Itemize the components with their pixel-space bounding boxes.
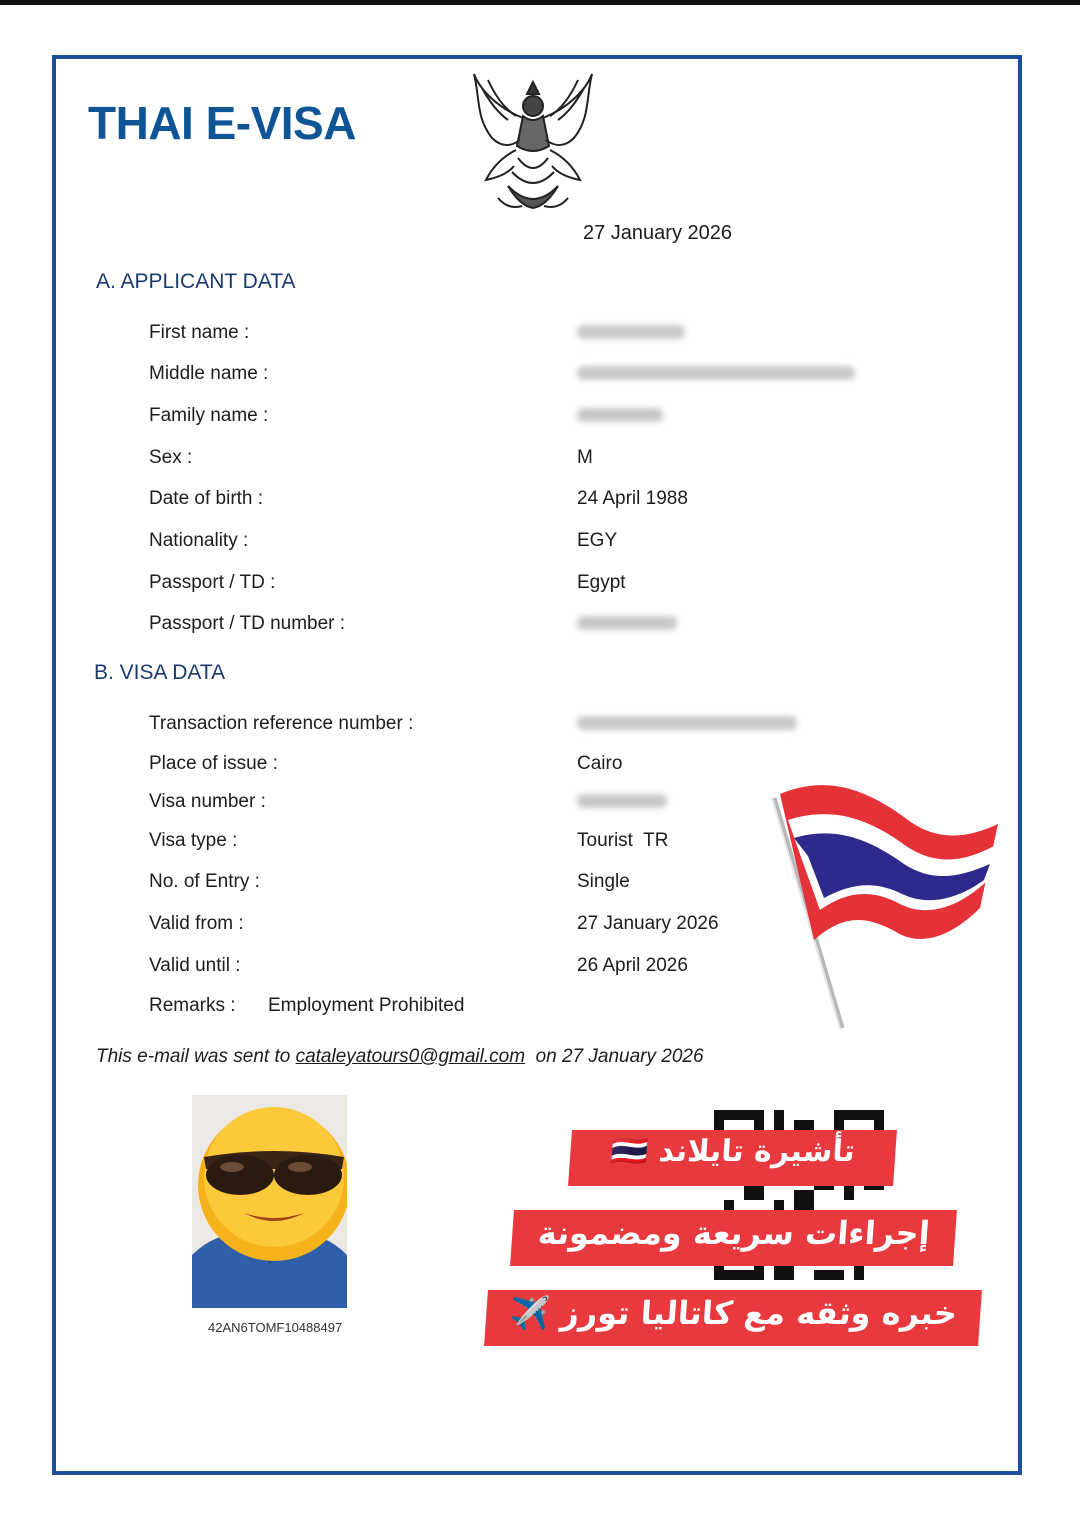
promo-banner-visa: تأشيرة تايلاند 🇹🇭 [568,1130,897,1186]
no-of-entry-label: No. of Entry : [149,871,260,892]
visa-type-value: Tourist TR [577,830,669,851]
promo-banner-fast: إجراءات سريعة ومضمونة [510,1210,957,1266]
first-name-label: First name : [149,322,250,343]
remarks-label: Remarks : [149,995,236,1016]
place-of-issue-label: Place of issue : [149,753,278,774]
visa-number-redacted [577,794,667,808]
document-title: THAI E-VISA [88,97,356,149]
section-a-heading: A. APPLICANT DATA [96,270,296,293]
valid-from-value: 27 January 2026 [577,913,719,934]
email-notice-prefix: This e-mail was sent to [96,1046,291,1067]
transaction-ref-label: Transaction reference number : [149,713,414,734]
promo-banner-trust: خبره وثقه مع كاتاليا تورز ✈️ [484,1290,982,1346]
applicant-photo [192,1095,347,1308]
sex-label: Sex : [149,447,193,468]
dob-label: Date of birth : [149,488,264,509]
no-of-entry-value: Single [577,871,630,892]
passport-number-label: Passport / TD number : [149,613,346,634]
top-edge-bar [0,0,1080,5]
middle-name-redacted [577,366,855,380]
place-of-issue-value: Cairo [577,753,623,774]
passport-number-redacted [577,616,677,630]
sex-value: M [577,447,593,468]
nationality-label: Nationality : [149,530,249,551]
middle-name-label: Middle name : [149,363,269,384]
visa-number-label: Visa number : [149,791,266,812]
valid-from-label: Valid from : [149,913,244,934]
family-name-redacted [577,408,663,422]
first-name-redacted [577,325,685,339]
dob-value: 24 April 1988 [577,488,688,509]
thailand-flag-icon [768,780,1003,1035]
issue-date: 27 January 2026 [583,222,733,244]
photo-id-code: 42AN6TOMF10488497 [208,1320,343,1335]
family-name-label: Family name : [149,405,269,426]
valid-until-value: 26 April 2026 [577,955,688,976]
remarks-value: Employment Prohibited [268,995,465,1016]
email-link[interactable]: cataleyatours0@gmail.com [295,1046,526,1067]
passport-td-label: Passport / TD : [149,572,276,593]
nationality-value: EGY [577,530,618,551]
section-b-heading: B. VISA DATA [94,661,226,684]
visa-type-label: Visa type : [149,830,238,851]
email-notice [96,1046,704,1068]
transaction-ref-redacted [577,716,797,730]
garuda-emblem-icon [468,68,598,216]
passport-td-value: Egypt [577,572,626,593]
email-notice-suffix: on 27 January 2026 [535,1046,704,1067]
valid-until-label: Valid until : [149,955,241,976]
